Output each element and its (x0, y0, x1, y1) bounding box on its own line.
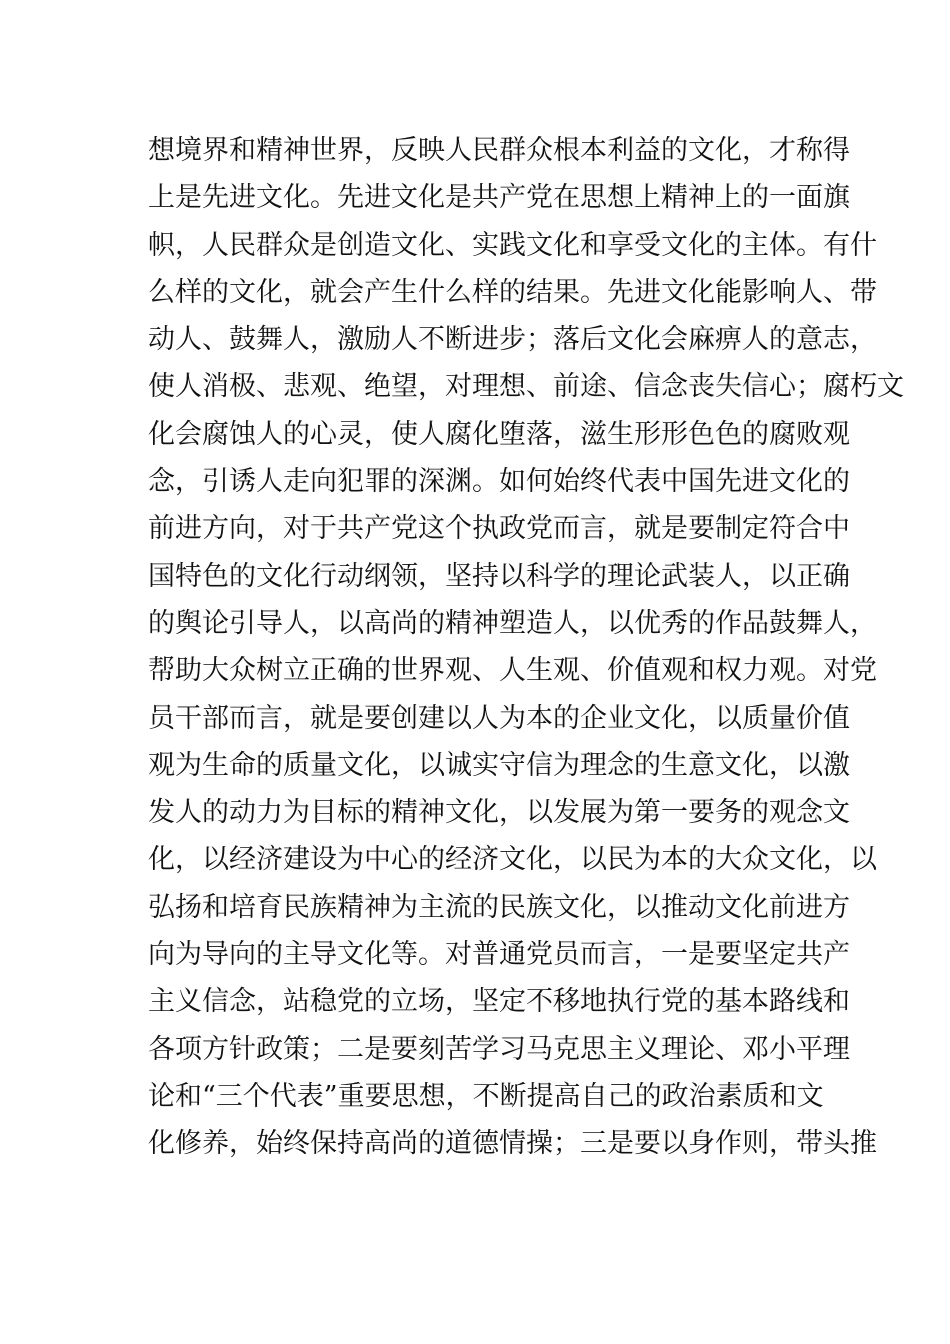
text-line: 弘扬和培育民族精神为主流的民族文化，以推动文化前进方 (148, 891, 850, 923)
text-line: 想境界和精神世界，反映人民群众根本利益的文化，才称得 (148, 135, 850, 166)
text-line: 上是先进文化。先进文化是共产党在思想上精神上的一面旗 (148, 182, 850, 214)
body-paragraph (148, 127, 904, 1168)
text-line: 主义信念，站稳党的立场，坚定不移地执行党的基本路线和 (148, 986, 850, 1018)
text-line: 帜，人民群众是创造文化、实践文化和享受文化的主体。有什 (148, 229, 877, 261)
text-line: 化会腐蚀人的心灵，使人腐化堕落，滋生形形色色的腐败观 (148, 418, 850, 450)
text-line: 的舆论引导人，以高尚的精神塑造人，以优秀的作品鼓舞人， (148, 607, 877, 639)
text-line: 国特色的文化行动纲领，坚持以科学的理论武装人，以正确 (148, 560, 850, 592)
text-line: 念，引诱人走向犯罪的深渊。如何始终代表中国先进文化的 (148, 466, 850, 498)
text-line: 使人消极、悲观、绝望，对理想、前途、信念丧失信心；腐朽文 (148, 371, 904, 403)
text-line: 前进方向，对于共产党这个执政党而言，就是要制定符合中 (148, 513, 850, 545)
text-line: 论和“三个代表”重要思想，不断提高自己的政治素质和文 (148, 1080, 824, 1112)
text-line: 化，以经济建设为中心的经济文化，以民为本的大众文化，以 (148, 844, 877, 876)
text-line: 化修养，始终保持高尚的道德情操；三是要以身作则，带头推 (148, 1128, 877, 1160)
text-line: 各项方针政策；二是要刻苦学习马克思主义理论、邓小平理 (148, 1033, 850, 1065)
text-line: 观为生命的质量文化，以诚实守信为理念的生意文化，以激 (148, 749, 850, 781)
text-line: 么样的文化，就会产生什么样的结果。先进文化能影响人、带 (148, 276, 877, 308)
text-line: 员干部而言，就是要创建以人为本的企业文化，以质量价值 (148, 702, 850, 734)
text-line: 向为导向的主导文化等。对普通党员而言，一是要坚定共产 (148, 939, 850, 971)
text-line: 发人的动力为目标的精神文化，以发展为第一要务的观念文 (148, 797, 850, 829)
text-line: 动人、鼓舞人，激励人不断进步；落后文化会麻痹人的意志， (148, 324, 877, 356)
text-line: 帮助大众树立正确的世界观、人生观、价值观和权力观。对党 (148, 655, 877, 687)
